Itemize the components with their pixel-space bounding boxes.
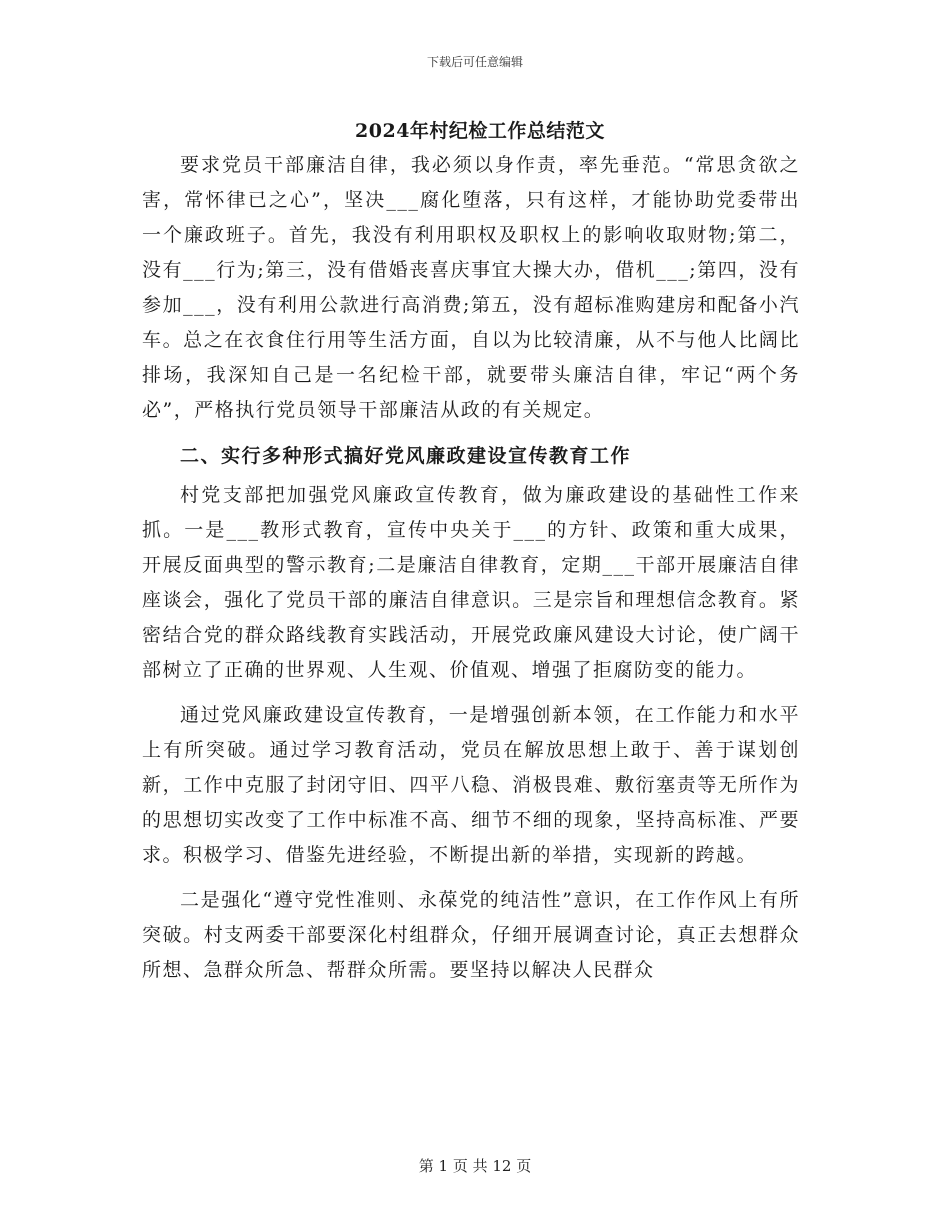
document-body (142, 148, 800, 988)
section-heading: 二、实行多种形式搞好党风廉政建设宣传教育工作 (180, 445, 632, 467)
paragraph: 村党支部把加强党风廉政宣传教育，做为廉政建设的基础性工作来抓。一是___教形式教育，宣传中央关于___的方针、政策和重大成果，开展反面典型的警示教育;二是廉洁自律教育，定期___干部开展廉洁自律座谈会，强化了党员干部的廉洁自律意识。三是宗旨和理想信念教育。紧密结合党的群众路线教育实践活动，开展党政廉风建设大讨论，使广阔干部树立了正确的世界观、人生观、价值观、增强了拒腐防变的能力。 (142, 484, 800, 681)
page-title: 2024年村纪检工作总结范文 (355, 120, 605, 142)
page-number: 第 1 页 共 12 页 (418, 1157, 532, 1175)
header-note: 下载后可任意编辑 (426, 55, 523, 69)
paragraph: 通过党风廉政建设宣传教育，一是增强创新本领，在工作能力和水平上有所突破。通过学习教育活动，党员在解放思想上敢于、善于谋划创新，工作中克服了封闭守旧、四平八稳、消极畏难、敷衍塞责等无所作为的思想切实改变了工作中标准不高、细节不细的现象，坚持高标准、严要求。积极学习、借鉴先进经验，不断提出新的举措，实现新的跨越。 (142, 704, 800, 866)
paragraph: 二是强化“遵守党性准则、永葆党的纯洁性”意识，在工作作风上有所突破。村支两委干部要深化村组群众，仔细开展调查讨论，真正去想群众所想、急群众所急、帮群众所需。要坚持以解决人民群众 (142, 889, 800, 981)
paragraph: 要求党员干部廉洁自律，我必须以身作责，率先垂范。“常思贪欲之害，常怀律已之心”，坚决___腐化堕落，只有这样，才能协助党委带出一个廉政班子。首先，我没有利用职权及职权上的影响收取财物;第二，没有___行为;第三，没有借婚丧喜庆事宜大操大办，借机___;第四，没有参加___，没有利用公款进行高消费;第五，没有超标准购建房和配备小汽车。总之在衣食住行用等生活方面，自以为比较清廉，从不与他人比阔比排场，我深知自己是一名纪检干部，就要带头廉洁自律，牢记“两个务必”，严格执行党员领导干部廉洁从政的有关规定。 (142, 154, 800, 421)
